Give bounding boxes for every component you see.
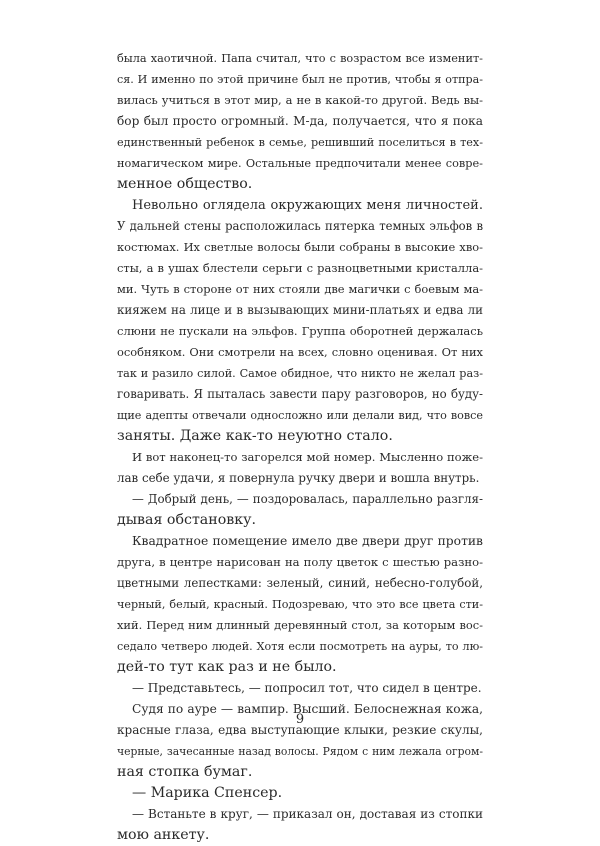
text-line: друга, в центре нарисован на полу цветок с шестью разно-: [117, 555, 483, 569]
text-line: хий. Перед ним длинный деревянный стол, за которым вос-: [117, 618, 483, 632]
text-line: Квадратное помещение имело две двери друг против: [132, 534, 483, 548]
text-line: сты, а в ушах блестели серьги с разноцветными кристалла-: [117, 261, 483, 275]
text-line: красные глаза, едва выступающие клыки, резкие скулы,: [117, 723, 483, 737]
text-line: У дальней стены расположилась пятерка темных эльфов в: [117, 219, 483, 233]
text-line: — Встаньте в круг, — приказал он, доставая из стопки: [132, 807, 483, 821]
text-line: номагическом мире. Остальные предпочитали менее совре-: [117, 157, 483, 170]
text-line: лав себе удачи, я повернула ручку двери и вошла внутрь.: [117, 471, 480, 485]
text-line: седало четверо людей. Хотя если посмотреть на ауры, то лю-: [117, 640, 483, 653]
text-line: черные, зачесанные назад волосы. Рядом с ним лежала огром-: [117, 745, 483, 758]
text-line: так и разило силой. Самое обидное, что никто не желал раз-: [117, 367, 483, 380]
text-line: единственный ребенок в семье, решивший поселиться в тех-: [117, 136, 483, 149]
text-line: Невольно оглядела окружающих меня личностей.: [132, 198, 483, 213]
text-line: была хаотичной. Папа считал, что с возрастом все изменит-: [117, 52, 483, 65]
text-line: щие адепты отвечали односложно или делали вид, что вовсе: [117, 409, 483, 422]
text-line: вилась учиться в этот мир, а не в какой-то другой. Ведь вы-: [117, 93, 483, 107]
text-line: костюмах. Их светлые волосы были собраны в высокие хво-: [117, 240, 483, 254]
text-line: говаривать. Я пыталась завести пару разговоров, но буду-: [117, 387, 483, 401]
text-line: Судя по ауре — вампир. Высший. Белоснежная кожа,: [132, 702, 483, 716]
text-line: дывая обстановку.: [117, 512, 256, 528]
text-line: дей-то тут как раз и не было.: [117, 659, 337, 675]
text-line: мою анкету.: [117, 827, 210, 843]
text-line: заняты. Даже как-то неуютно стало.: [117, 428, 393, 444]
text-line: слюни не пускали на эльфов. Группа оборотней держалась: [117, 324, 483, 338]
page-number: 9: [295, 712, 305, 727]
text-line: кияжем на лице и в вызывающих мини-платьях и едва ли: [117, 303, 483, 317]
text-line: черный, белый, красный. Подозреваю, что это все цвета сти-: [117, 598, 483, 611]
text-line: — Добрый день, — поздоровалась, параллельно разгля-: [132, 492, 483, 506]
text-line: ся. И именно по этой причине был не против, чтобы я отпра-: [117, 73, 483, 86]
text-line: бор был просто огромный. М-да, получается, что я пока: [117, 114, 483, 128]
text-line: цветными лепестками: зеленый, синий, небесно-голубой,: [117, 576, 483, 590]
text-line: ная стопка бумаг.: [117, 764, 253, 780]
text-line: менное общество.: [117, 176, 253, 192]
text-line: И вот наконец-то загорелся мой номер. Мысленно поже-: [132, 450, 483, 464]
text-line: ми. Чуть в стороне от них стояли две магички с боевым ма-: [117, 282, 483, 296]
text-line: особняком. Они смотрели на всех, словно оценивая. От них: [117, 345, 483, 359]
text-line: — Представьтесь, — попросил тот, что сидел в центре.: [132, 681, 482, 695]
text-line: — Марика Спенсер.: [132, 785, 283, 801]
